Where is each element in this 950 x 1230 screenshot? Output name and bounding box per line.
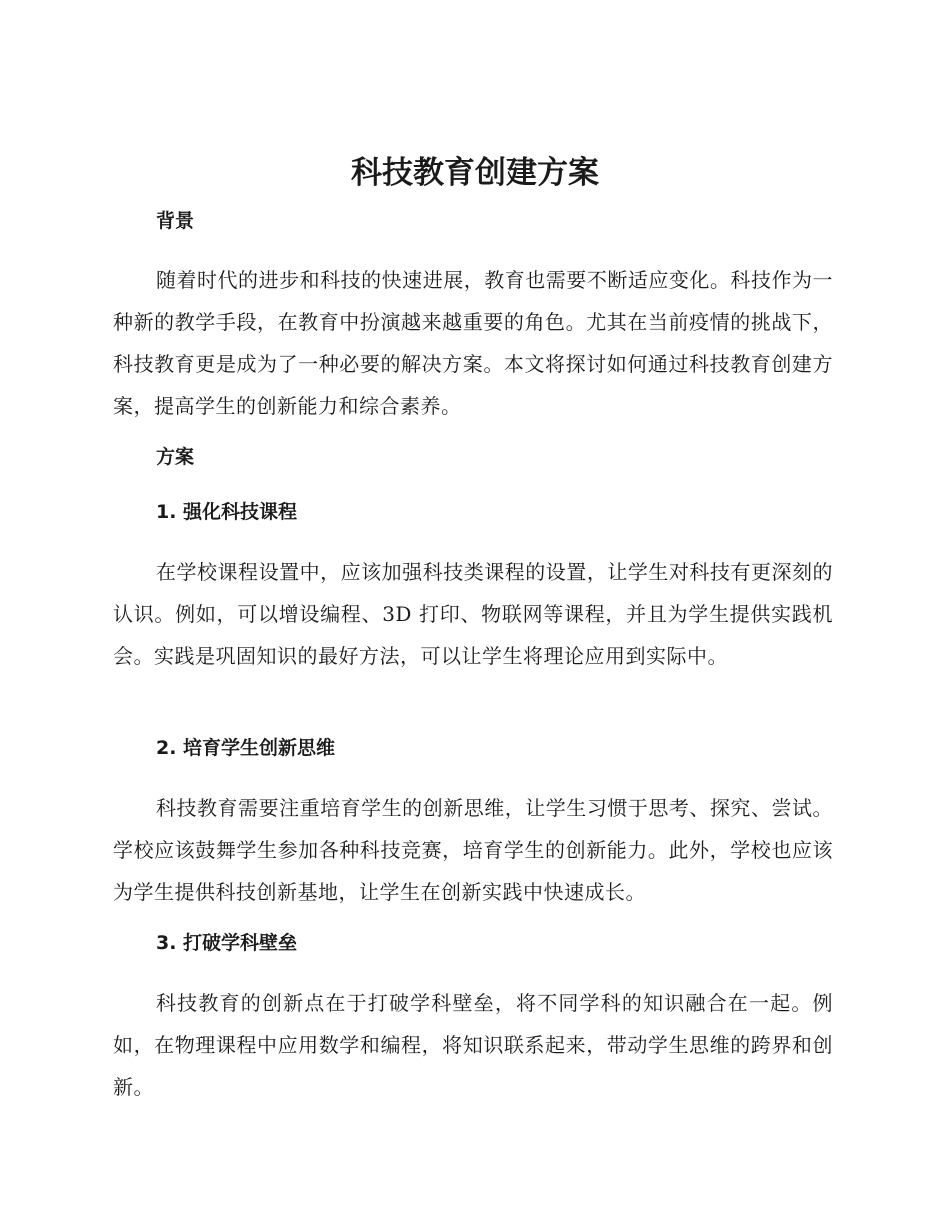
section-innovative-thinking [113, 733, 833, 913]
section-plan [113, 442, 833, 472]
document-title: 科技教育创建方案 [351, 155, 599, 191]
section-paragraph: 科技教育需要注重培育学生的创新思维，让学生习惯于思考、探究、尝试。学校应该鼓舞学生参加各种科技竞赛，培育学生的创新能力。此外，学校也应该为学生提供科技创新基地，让学生在创新实践中快速成长。 [113, 796, 833, 904]
section-heading: 1. 强化科技课程 [156, 501, 298, 523]
section-background [113, 206, 833, 427]
section-heading: 3. 打破学科壁垒 [156, 932, 298, 954]
section-heading: 方案 [156, 446, 195, 468]
section-paragraph: 随着时代的进步和科技的快速进展，教育也需要不断适应变化。科技作为一种新的教学手段，在教育中扮演越来越重要的角色。尤其在当前疫情的挑战下，科技教育更是成为了一种必要的解决方案。本文将探讨如何通过科技教育创建方案，提高学生的创新能力和综合素养。 [113, 268, 833, 418]
section-heading: 2. 培育学生创新思维 [156, 737, 336, 759]
section-strengthen-courses [113, 497, 833, 677]
section-break-barriers [113, 928, 833, 1108]
section-paragraph: 科技教育的创新点在于打破学科壁垒，将不同学科的知识融合在一起。例如，在物理课程中应用数学和编程，将知识联系起来，带动学生思维的跨界和创新。 [113, 991, 833, 1099]
section-paragraph: 在学校课程设置中，应该加强科技类课程的设置，让学生对科技有更深刻的认识。例如，可以增设编程、3D 打印、物联网等课程，并且为学生提供实践机会。实践是巩固知识的最好方法，可以让学生将理论应用到实际中。 [113, 560, 833, 668]
section-heading: 背景 [156, 210, 195, 232]
